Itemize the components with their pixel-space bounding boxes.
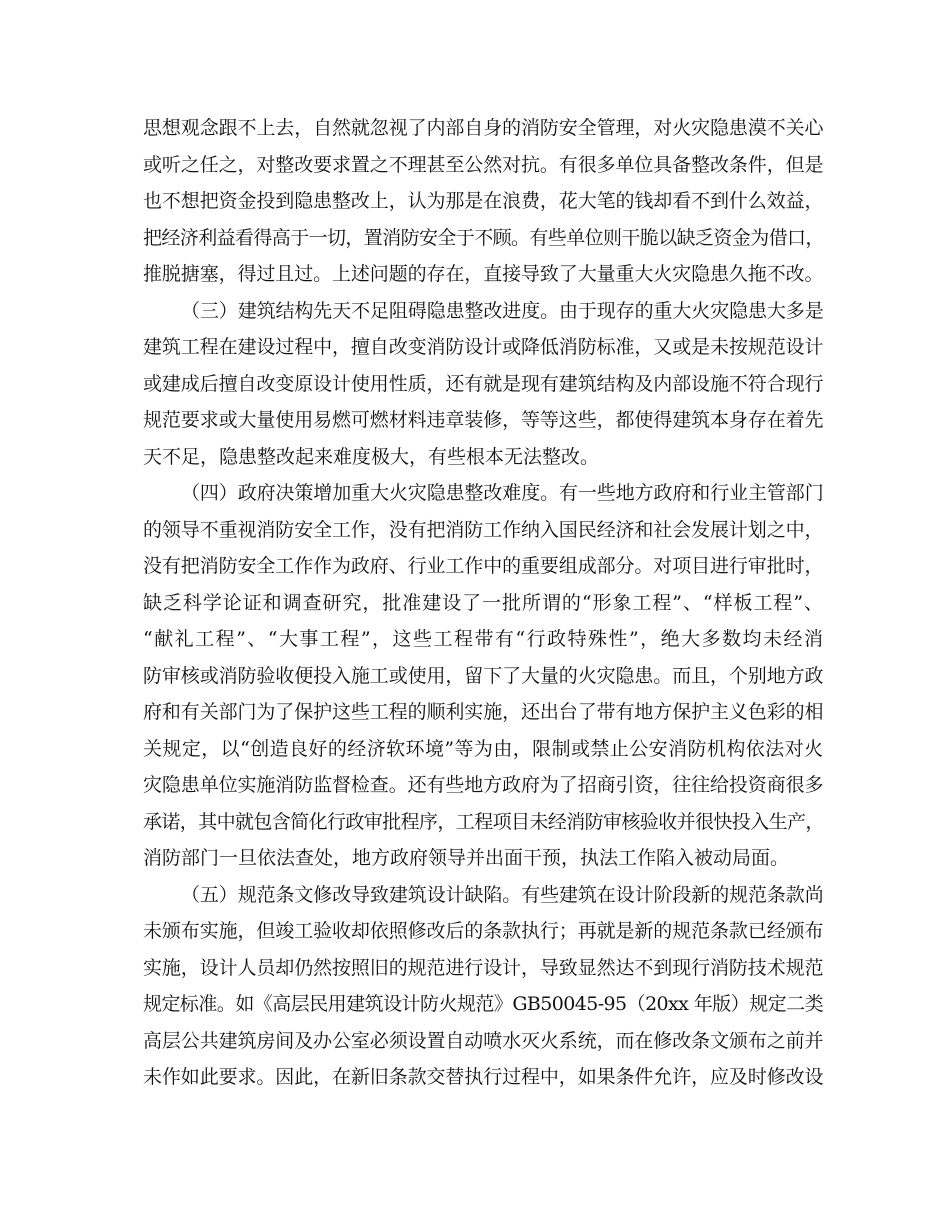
text-line: 缺乏科学论证和调查研究，批准建设了一批所谓的“形象工程”、“样板工程”、 bbox=[143, 591, 823, 614]
text-line: 府和有关部门为了保护这些工程的顺利实施，还出台了带有地方保护主义色彩的相 bbox=[143, 701, 824, 723]
text-line: 消防部门一旦依法查处，地方政府领导并出面干预，执法工作陷入被动局面。 bbox=[143, 847, 790, 869]
text-line: “献礼工程”、“大事工程”，这些工程带有“行政特殊性”，绝大多数均未经消 bbox=[143, 628, 823, 650]
document-body bbox=[143, 110, 823, 1096]
text-line: 未颁布实施，但竣工验收却依照修改后的条款执行；再就是新的规范条款已经颁布 bbox=[143, 920, 824, 942]
text-line: 天不足，隐患整改起来难度极大，有些根本无法整改。 bbox=[143, 445, 600, 468]
text-line: （五）规范条文修改导致建筑设计缺陷。有些建筑在设计阶段新的规范条款尚 bbox=[181, 883, 824, 906]
text-line: 防审核或消防验收便投入施工或使用，留下了大量的火灾隐患。而且，个别地方政 bbox=[143, 664, 824, 687]
text-line: 实施，设计人员却仍然按照旧的规范进行设计，导致显然达不到现行消防技术规范 bbox=[143, 956, 824, 979]
text-line: 未作如此要求。因此，在新旧条款交替执行过程中，如果条件允许，应及时修改设 bbox=[143, 1066, 824, 1088]
text-line: 没有把消防安全工作作为政府、行业工作中的重要组成部分。对项目进行审批时， bbox=[143, 555, 824, 577]
text-line: 规定标准。如《高层民用建筑设计防火规范》GB50045-95（20xx 年版）规定二类 bbox=[143, 993, 823, 1015]
text-line: 建筑工程在建设过程中，擅自改变消防设计或降低消防标准，又或是未按规范设计 bbox=[143, 336, 824, 358]
text-line: 也不想把资金投到隐患整改上，认为那是在浪费，花大笔的钱却看不到什么效益， bbox=[143, 190, 824, 212]
text-line: （四）政府决策增加重大火灾隐患整改难度。有一些地方政府和行业主管部门 bbox=[181, 482, 824, 504]
text-line: 或听之任之，对整改要求置之不理甚至公然对抗。有很多单位具备整改条件，但是 bbox=[143, 153, 824, 176]
text-line: 灾隐患单位实施消防监督检查。还有些地方政府为了招商引资，往往给投资商很多 bbox=[143, 774, 824, 796]
text-line: 的领导不重视消防安全工作，没有把消防工作纳入国民经济和社会发展计划之中， bbox=[143, 518, 824, 541]
text-line: 把经济利益看得高于一切，置消防安全于不顾。有些单位则干脆以缺乏资金为借口， bbox=[143, 226, 824, 249]
text-line: 或建成后擅自改变原设计使用性质，还有就是现有建筑结构及内部设施不符合现行 bbox=[143, 372, 824, 395]
text-line: （三）建筑结构先天不足阻碍隐患整改进度。由于现存的重大火灾隐患大多是 bbox=[181, 299, 824, 322]
text-line: 高层公共建筑房间及办公室必须设置自动喷水灭火系统，而在修改条文颁布之前并 bbox=[143, 1029, 824, 1052]
text-line: 关规定，以“创造良好的经济软环境”等为由，限制或禁止公安消防机构依法对火 bbox=[143, 737, 823, 760]
text-line: 规范要求或大量使用易燃可燃材料违章装修，等等这些，都使得建筑本身存在着先 bbox=[143, 409, 824, 431]
text-line: 推脱搪塞，得过且过。上述问题的存在，直接导致了大量重大火灾隐患久拖不改。 bbox=[143, 263, 824, 285]
text-line: 思想观念跟不上去，自然就忽视了内部自身的消防安全管理，对火灾隐患漠不关心 bbox=[143, 117, 824, 139]
text-line: 承诺，其中就包含简化行政审批程序，工程项目未经消防审核验收并很快投入生产， bbox=[143, 810, 824, 833]
